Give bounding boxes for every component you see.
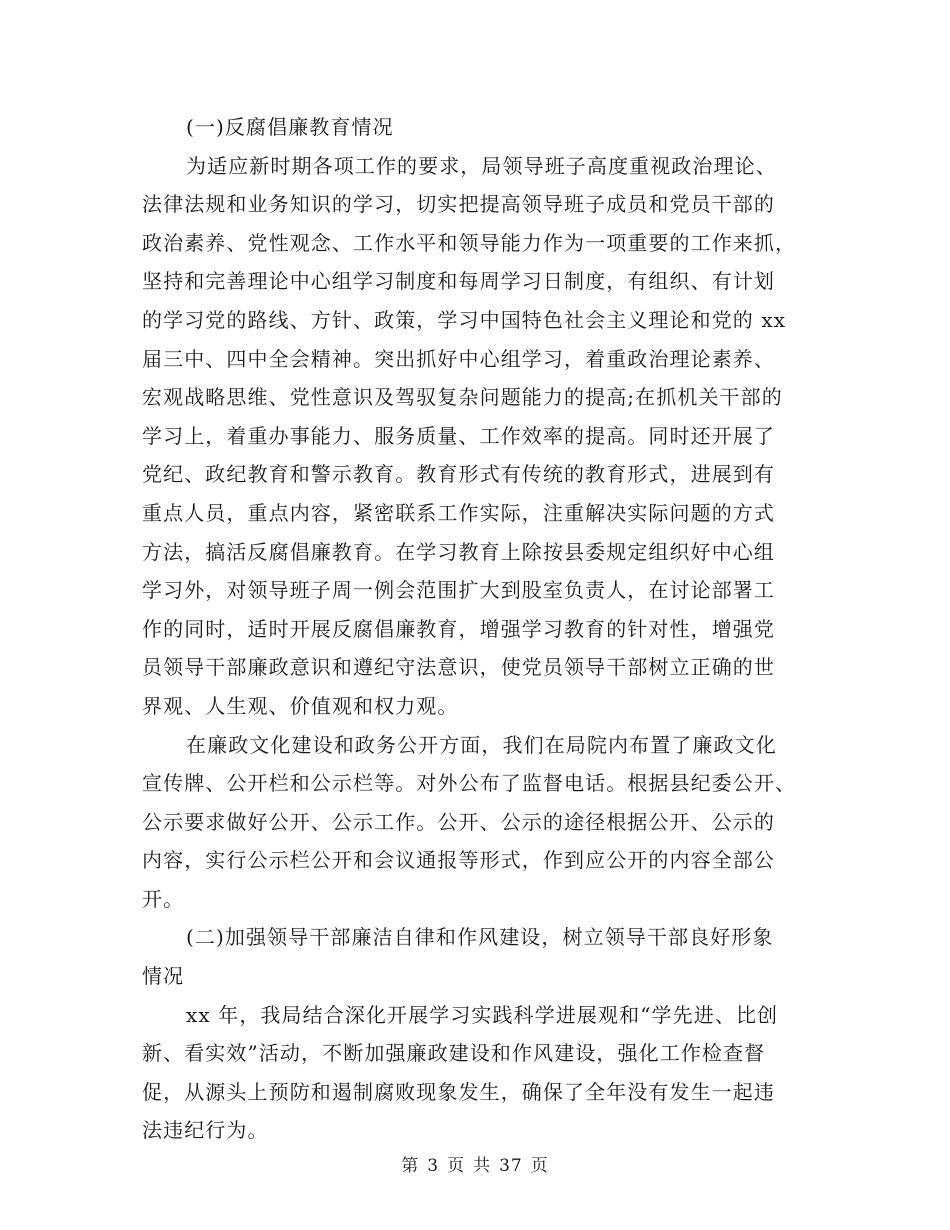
paragraph-line: 宏观战略思维、党性意识及驾驭复杂问题能力的提高;在抓机关干部的 [142, 385, 783, 410]
footer-total-pages: 37 [499, 1156, 523, 1176]
paragraph-line: 员领导干部廉政意识和遵纪守法意识，使党员领导干部树立正确的世 [142, 655, 775, 680]
paragraph-line: 重点人员，重点内容，紧密联系工作实际，注重解决实际问题的方式 [142, 500, 775, 525]
paragraph-line: 内容，实行公示栏公开和会议通报等形式，作到应公开的内容全部公 [142, 848, 775, 873]
document-body [142, 108, 812, 1150]
footer-total-prefix: 共 [473, 1156, 492, 1176]
footer-page-unit: 页 [447, 1156, 466, 1176]
paragraph-line: 学习外，对领导班子周一例会范围扩大到股室负责人，在讨论部署工 [142, 578, 775, 603]
paragraph-line: 在廉政文化建设和政务公开方面，我们在局院内布置了廉政文化 [186, 732, 777, 757]
paragraph-line: 的学习党的路线、方针、政策，学习中国特色社会主义理论和党的 xx [142, 307, 787, 332]
footer-page-number: 3 [427, 1156, 440, 1176]
footer-total-unit: 页 [530, 1156, 549, 1176]
paragraph-line: 法律法规和业务知识的学习，切实把提高领导班子成员和党员干部的 [142, 192, 775, 217]
section-heading: (一)反腐倡廉教育情况 [186, 115, 394, 139]
section-heading: (二)加强领导干部廉洁自律和作风建设，树立领导干部良好形象 [186, 925, 774, 950]
paragraph-line: 新、看实效”活动，不断加强廉政建设和作风建设，强化工作检查督 [142, 1041, 766, 1066]
paragraph-line: 届三中、四中全会精神。突出抓好中心组学习，着重政治理论素养、 [142, 346, 775, 371]
section-heading-continued: 情况 [142, 964, 185, 989]
paragraph-line: 法违纪行为。 [142, 1118, 269, 1143]
paragraph-line: 党纪、政纪教育和警示教育。教育形式有传统的教育形式，进展到有 [142, 462, 775, 487]
page-footer [0, 1151, 950, 1176]
paragraph-line: 方法，搞活反腐倡廉教育。在学习教育上除按县委规定组织好中心组 [142, 539, 775, 564]
paragraph-line: 促，从源头上预防和遏制腐败现象发生，确保了全年没有发生一起违 [142, 1079, 775, 1104]
paragraph-line: xx 年，我局结合深化开展学习实践科学进展观和“学先进、比创 [186, 1002, 779, 1027]
footer-prefix: 第 [401, 1156, 420, 1176]
paragraph-line: 界观、人生观、价值观和权力观。 [142, 693, 459, 718]
paragraph-line: 公示要求做好公开、公示工作。公开、公示的途径根据公开、公示的 [142, 809, 775, 834]
paragraph-line: 作的同时，适时开展反腐倡廉教育，增强学习教育的针对性，增强党 [142, 616, 775, 641]
paragraph-line: 政治素养、党性观念、工作水平和领导能力作为一项重要的工作来抓， [142, 230, 797, 255]
paragraph-line: 学习上，着重办事能力、服务质量、工作效率的提高。同时还开展了 [142, 423, 775, 448]
paragraph-line: 开。 [142, 886, 185, 911]
paragraph-line: 坚持和完善理论中心组学习制度和每周学习日制度，有组织、有计划 [142, 269, 775, 294]
paragraph-line: 为适应新时期各项工作的要求，局领导班子高度重视政治理论、 [186, 153, 777, 178]
paragraph-line: 宣传牌、公开栏和公示栏等。对外公布了监督电话。根据县纪委公开、 [142, 771, 797, 796]
